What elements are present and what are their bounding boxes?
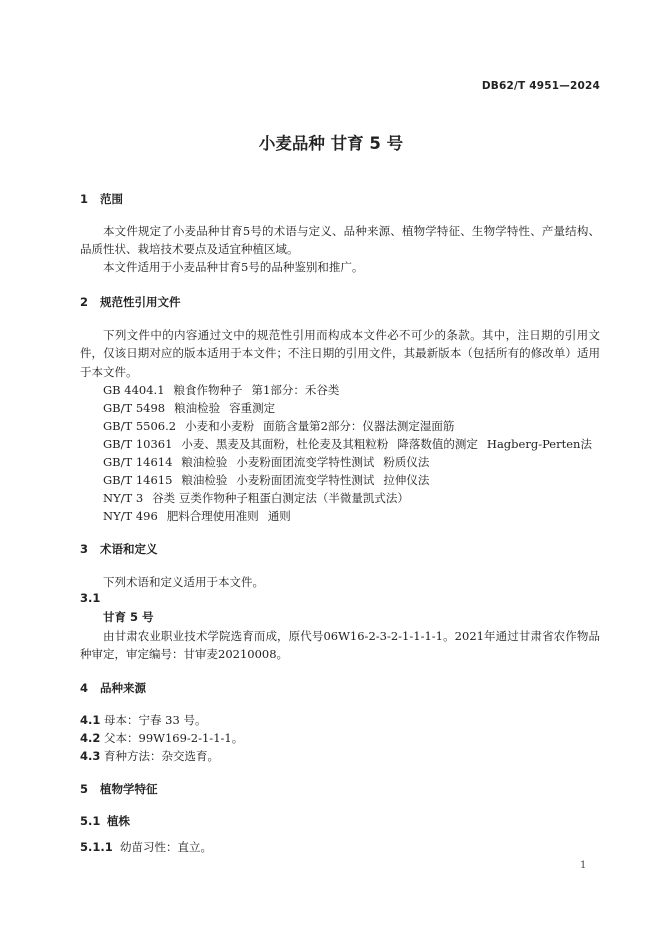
section-title: 品种来源 bbox=[100, 681, 146, 695]
ref-item: GB/T 5506.2 小麦和小麦粉 面筋含量第2部分：仪器法测定湿面筋 bbox=[103, 419, 455, 433]
section-number: 4 bbox=[80, 681, 89, 695]
subsection-heading-plant: 5.1 植株 bbox=[80, 814, 130, 828]
section-number: 1 bbox=[80, 192, 89, 206]
section-title: 植物学特征 bbox=[100, 782, 158, 796]
ref-item: GB/T 10361 小麦、黑麦及其面粉，杜伦麦及其粗粒粉 降落数值的测定 Hagberg-Perten法 bbox=[103, 437, 592, 451]
scope-paragraph-1: 本文件规定了小麦品种甘育5号的术语与定义、品种来源、植物学特征、生物学特性、产量结构、品质性状、栽培技术要点及适宜种植区域。 bbox=[80, 224, 600, 257]
section-heading-origin bbox=[80, 680, 146, 696]
section-heading-normative-refs bbox=[80, 294, 181, 310]
section-number: 2 bbox=[80, 295, 89, 309]
scope-paragraph-2: 本文件适用于小麦品种甘育5号的品种鉴别和推广。 bbox=[103, 260, 364, 274]
ref-item: NY/T 3 谷类 豆类作物种子粗蛋白测定法（半微量凯式法） bbox=[103, 491, 409, 505]
section-number: 3 bbox=[80, 542, 89, 556]
document-title: 小麦品种 甘育 5 号 bbox=[258, 134, 404, 153]
section-number: 5 bbox=[80, 782, 89, 796]
section-title: 规范性引用文件 bbox=[100, 295, 181, 309]
ref-item: GB 4404.1 粮食作物种子 第1部分：禾谷类 bbox=[103, 383, 340, 397]
term-definition: 由甘肃农业职业技术学院选育而成，原代号06W16-2-3-2-1-1-1-1。2021年通过甘肃省农作物品种审定，审定编号：甘审麦20210008。 bbox=[80, 629, 600, 662]
term-number: 3.1 bbox=[80, 591, 101, 605]
term-name: 甘育 5 号 bbox=[103, 610, 154, 624]
ref-item: NY/T 496 肥料合理使用准则 通则 bbox=[103, 509, 291, 523]
section-heading-scope bbox=[80, 191, 123, 207]
origin-item: 4.2 父本：99W169-2-1-1-1。 bbox=[80, 731, 244, 745]
normative-refs-intro: 下列文件中的内容通过文中的规范性引用而构成本文件必不可少的条款。其中，注日期的引用文件，仅该日期对应的版本适用于本文件；不注日期的引用文件，其最新版本（包括所有的修改单）适用于本文件。 bbox=[80, 328, 600, 379]
terms-intro: 下列术语和定义适用于本文件。 bbox=[103, 575, 264, 589]
section-title: 术语和定义 bbox=[100, 542, 158, 556]
section-heading-terms bbox=[80, 541, 158, 557]
botany-item: 5.1.1 幼苗习性：直立。 bbox=[80, 840, 212, 854]
ref-item: GB/T 14614 粮油检验 小麦粉面团流变学特性测试 粉质仪法 bbox=[103, 455, 430, 469]
section-title: 范围 bbox=[100, 192, 123, 206]
ref-item: GB/T 5498 粮油检验 容重测定 bbox=[103, 401, 276, 415]
page-number: 1 bbox=[580, 860, 587, 871]
standard-code: DB62/T 4951—2024 bbox=[481, 80, 600, 92]
ref-item: GB/T 14615 粮油检验 小麦粉面团流变学特性测试 拉伸仪法 bbox=[103, 473, 430, 487]
origin-item: 4.3 育种方法：杂交选育。 bbox=[80, 749, 219, 763]
origin-item: 4.1 母本：宁春 33 号。 bbox=[80, 713, 207, 727]
section-heading-botany bbox=[80, 781, 158, 797]
